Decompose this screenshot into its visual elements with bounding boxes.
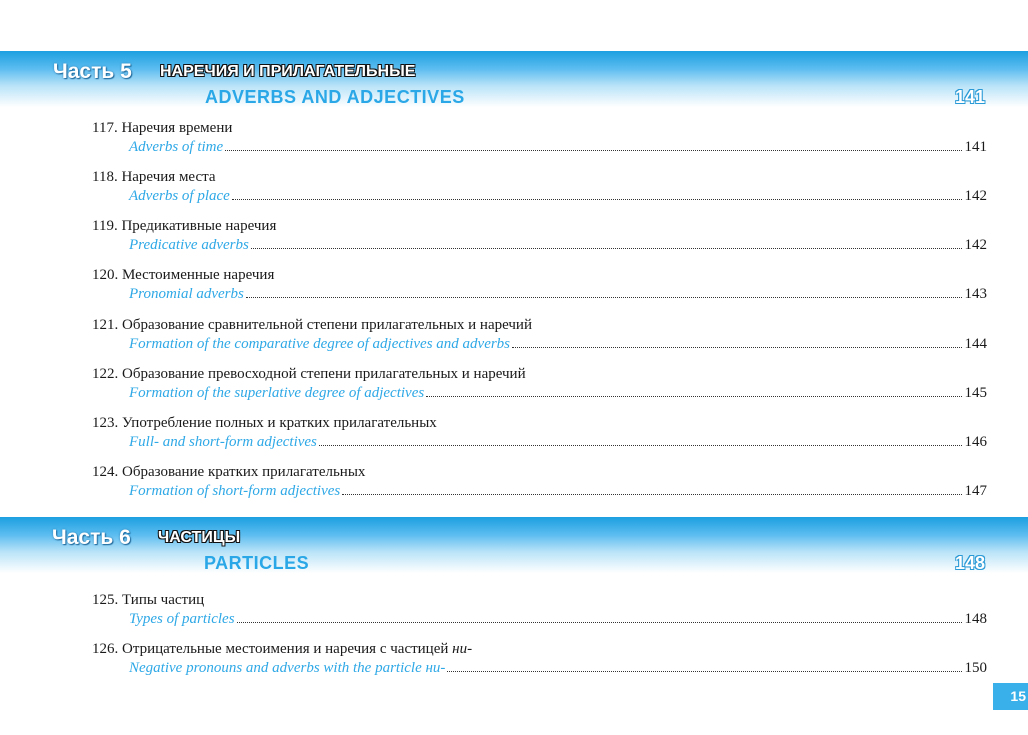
entry-title-en: Adverbs of time <box>129 139 224 155</box>
toc-entry[interactable] <box>92 463 987 501</box>
entry-page: 143 <box>964 286 987 302</box>
toc-entry[interactable] <box>92 266 987 304</box>
leader-dots <box>319 445 962 446</box>
leader-dots <box>342 494 961 495</box>
part-5-header-band <box>0 51 1028 107</box>
entry-title-ru: 118. Наречия места <box>92 169 216 185</box>
toc-entry[interactable] <box>92 316 987 354</box>
part-6-page: 148 <box>955 553 986 573</box>
entry-title-en: Adverbs of place <box>129 188 230 204</box>
toc-entry[interactable] <box>92 365 987 403</box>
entry-page: 142 <box>964 188 987 204</box>
part-6-header-band <box>0 517 1028 573</box>
entry-page: 144 <box>964 336 987 352</box>
entry-page: 142 <box>964 237 987 253</box>
part-5-title-en: ADVERBS AND ADJECTIVES <box>205 87 465 107</box>
part-6-label: Часть 6 <box>52 526 131 549</box>
entry-title-ru: 121. Образование сравнительной степени прилагательных и наречий <box>92 317 532 333</box>
leader-dots <box>447 671 961 672</box>
page-number: 15 <box>993 683 1028 710</box>
part-5-label: Часть 5 <box>53 60 132 83</box>
entry-title-en: Formation of the superlative degree of adjectives <box>129 385 425 401</box>
entry-title-en: Formation of short-form adjectives <box>129 483 341 499</box>
entry-title-ru-particle: ни- <box>452 641 473 657</box>
entry-page: 145 <box>964 385 987 401</box>
entry-title-ru: 120. Местоименные наречия <box>92 267 275 283</box>
entry-page: 146 <box>964 434 987 450</box>
entry-title-ru: 123. Употребление полных и кратких прилагательных <box>92 415 437 431</box>
entry-page: 150 <box>964 660 987 676</box>
toc-entry[interactable] <box>92 119 987 157</box>
leader-dots <box>251 248 962 249</box>
entry-title-ru-row <box>92 640 987 659</box>
part-6-title-ru: ЧАСТИЦЫ <box>158 529 241 546</box>
leader-dots <box>426 396 961 397</box>
leader-dots <box>232 199 962 200</box>
entry-title-ru: 122. Образование превосходной степени прилагательных и наречий <box>92 366 526 382</box>
entry-page: 148 <box>964 611 987 627</box>
entry-title-en: Negative pronouns and adverbs with the particle ни- <box>129 660 446 676</box>
entry-title-en: Pronomial adverbs <box>129 286 244 302</box>
leader-dots <box>246 297 962 298</box>
entry-page: 147 <box>964 483 987 499</box>
leader-dots <box>512 347 961 348</box>
entry-title-en: Types of particles <box>129 611 235 627</box>
part-5-page: 141 <box>955 87 986 107</box>
entry-title-ru: 125. Типы частиц <box>92 592 205 608</box>
leader-dots <box>237 622 962 623</box>
toc-entry[interactable] <box>92 217 987 255</box>
entry-title-en: Formation of the comparative degree of adjectives and adverbs <box>129 336 511 352</box>
toc-entry[interactable] <box>92 414 987 452</box>
part-6-title-en: PARTICLES <box>204 553 310 573</box>
entry-title-ru: 126. Отрицательные местоимения и наречия с частицей <box>92 641 453 657</box>
entry-title-en: Full- and short-form adjectives <box>129 434 317 450</box>
entry-title-ru: 119. Предикативные наречия <box>92 218 277 234</box>
entry-page: 141 <box>964 139 987 155</box>
toc-entry[interactable] <box>92 591 987 629</box>
toc-entry[interactable] <box>92 640 987 678</box>
toc-entry[interactable] <box>92 168 987 206</box>
entry-title-en: Predicative adverbs <box>129 237 249 253</box>
leader-dots <box>225 150 961 151</box>
entry-title-ru: 124. Образование кратких прилагательных <box>92 464 366 480</box>
part-5-title-ru: НАРЕЧИЯ И ПРИЛАГАТЕЛЬНЫЕ <box>160 63 416 80</box>
entry-title-ru: 117. Наречия времени <box>92 120 233 136</box>
